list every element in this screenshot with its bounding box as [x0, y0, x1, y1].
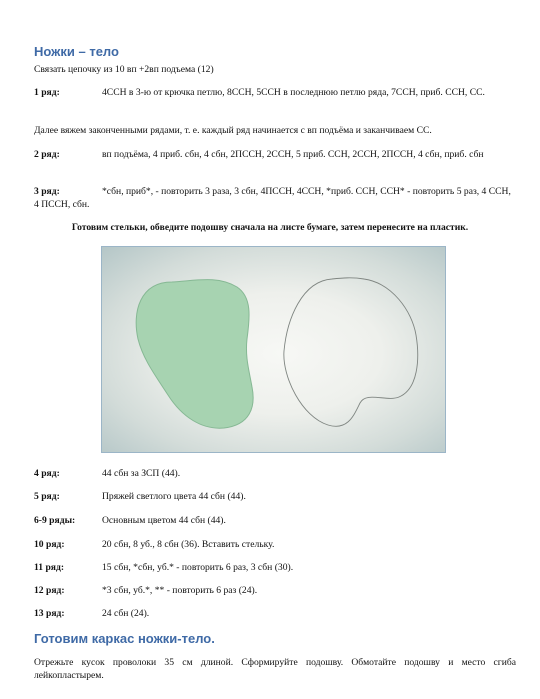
row-text: *сбн, приб*, - повторить 3 раза, 3 сбн, 4ПССН, 4ССН, *приб. ССН, ССН* - повторить 5 раз, 4 ССН, 4 ПССН, сбн. — [34, 186, 511, 210]
row-5 — [34, 490, 246, 503]
row-text: 44 сбн за ЗСП (44). — [102, 468, 181, 479]
insole-illustration — [102, 247, 446, 453]
row-10 — [34, 538, 274, 551]
rows-6-9 — [34, 514, 226, 527]
row-label: 4 ряд: — [34, 468, 60, 479]
row-label: 6-9 ряды: — [34, 515, 76, 526]
row-13 — [34, 607, 149, 620]
row-label: 5 ряд: — [34, 491, 60, 502]
row-label: 12 ряд: — [34, 585, 65, 596]
final-paragraph: Отрежьте кусок проволоки 35 см длиной. Сформируйте подошву. Обмотайте подошву и место сгиба лейкопластырем. — [34, 657, 516, 681]
row-label: 3 ряд: — [34, 186, 60, 197]
insole-photo — [101, 246, 446, 453]
row-text: 15 сбн, *сбн, уб.* - повторить 6 раз, 3 сбн (30). — [102, 562, 294, 573]
row-11 — [34, 561, 293, 574]
section-title: Ножки – тело — [34, 44, 119, 59]
row-label: 11 ряд: — [34, 562, 65, 573]
row-text: 20 сбн, 8 уб., 8 сбн (36). Вставить стельку. — [102, 539, 275, 550]
row-2 — [34, 148, 516, 161]
intro-text: Связать цепочку из 10 вп +2вп подъема (12) — [34, 64, 214, 75]
row-label: 10 ряд: — [34, 539, 65, 550]
row-text: *3 сбн, уб.*, ** - повторить 6 раз (24). — [102, 585, 258, 596]
row-12 — [34, 584, 257, 597]
plastic-insole-shape — [136, 280, 253, 429]
paper-outline-shape — [284, 278, 418, 426]
rows-note: Далее вяжем законченными рядами, т. е. каждый ряд начинается с вп подъёма и заканчиваем СС. — [34, 125, 432, 136]
row-text: 4ССН в 3-ю от крючка петлю, 8ССН, 5ССН в последнюю петлю ряда, 7ССН, приб. ССН, СС. — [102, 87, 485, 98]
row-3 — [34, 185, 516, 211]
insole-note: Готовим стельки, обведите подошву сначала на листе бумаге, затем перенесите на пластик. — [71, 222, 469, 233]
row-label: 1 ряд: — [34, 87, 60, 98]
row-text: 24 сбн (24). — [102, 608, 150, 619]
row-1 — [34, 86, 516, 99]
row-4 — [34, 467, 180, 480]
row-label: 13 ряд: — [34, 608, 65, 619]
frame-section-title: Готовим каркас ножки-тело. — [34, 631, 215, 646]
row-text: Основным цветом 44 сбн (44). — [102, 515, 226, 526]
row-text: Пряжей светлого цвета 44 сбн (44). — [102, 491, 246, 502]
row-label: 2 ряд: — [34, 149, 60, 160]
row-text: вп подъёма, 4 приб. сбн, 4 сбн, 2ПССН, 2ССН, 5 приб. ССН, 2ССН, 2ПССН, 4 сбн, приб. сбн — [102, 149, 484, 160]
